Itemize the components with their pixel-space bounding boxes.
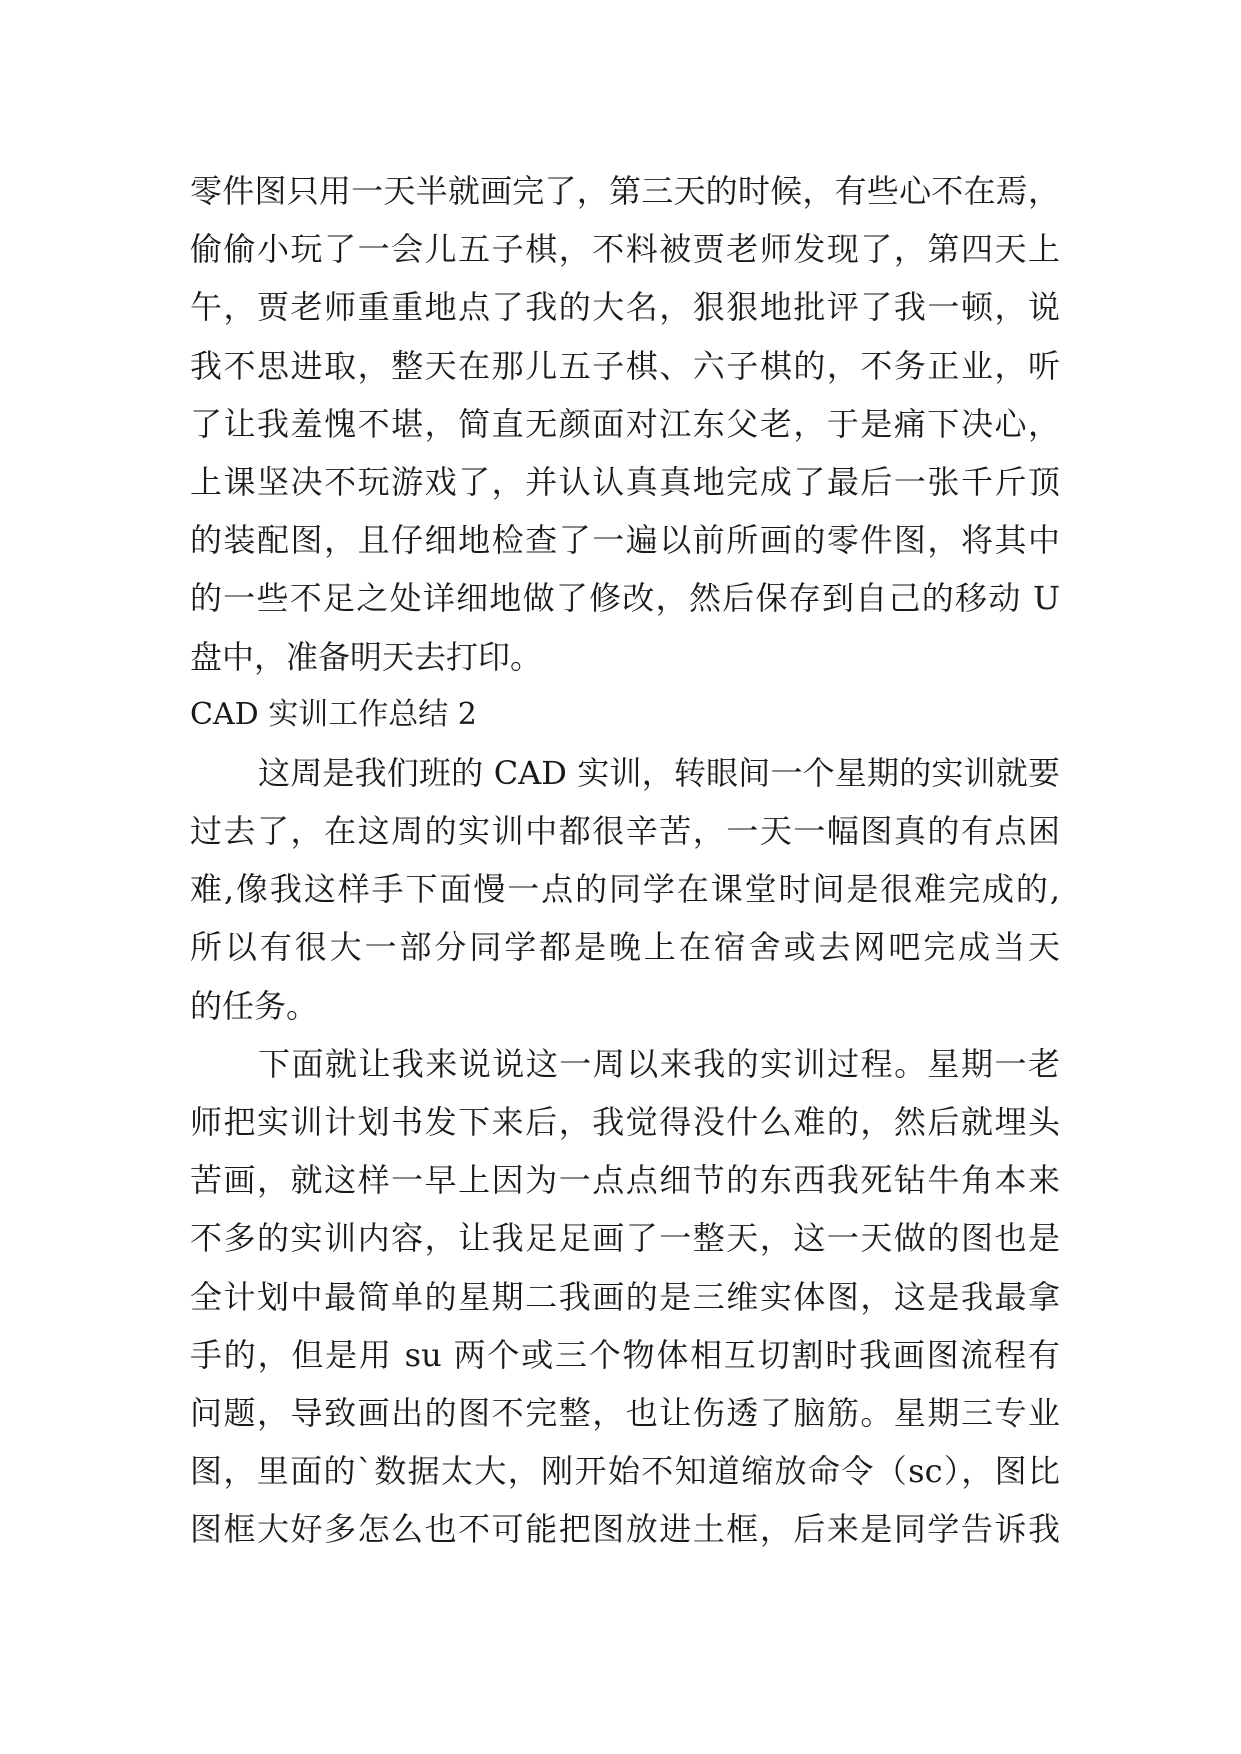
text-line: 的任务。 — [190, 986, 319, 1025]
text-line: 师把实训计划书发下来后，我觉得没什么难的，然后就埋头 — [190, 1103, 1060, 1141]
text-line: 了让我羞愧不堪，简直无颜面对江东父老，于是痛下决心， — [190, 404, 1060, 443]
text-line: 零件图只用一天半就画完了，第三天的时候，有些心不在焉， — [190, 172, 1060, 210]
text-line: 下面就让我来说说这一周以来我的实训过程。星期一老 — [258, 1044, 1060, 1083]
text-line: 的装配图，且仔细地检查了一遍以前所画的零件图，将其中 — [190, 521, 1060, 560]
text-line: 的一些不足之处详细地做了修改，然后保存到自己的移动 U — [190, 579, 1060, 618]
text-line: 午，贾老师重重地点了我的大名，狠狠地批评了我一顿，说 — [190, 288, 1060, 327]
text-line: 这周是我们班的 CAD 实训，转眼间一个星期的实训就要 — [258, 753, 1060, 792]
text-line: 盘中，准备明天去打印。 — [190, 637, 543, 676]
text-line: 图框大好多怎么也不可能把图放进土框，后来是同学告诉我 — [190, 1510, 1060, 1549]
document-body — [190, 162, 1060, 1559]
text-line: 苦画，就这样一早上因为一点点细节的东西我死钻牛角本来 — [190, 1161, 1060, 1200]
text-line: 上课坚决不玩游戏了，并认认真真地完成了最后一张千斤顶 — [190, 462, 1060, 501]
text-line: 图，里面的`数据太大，刚开始不知道缩放命令（sc），图比 — [190, 1452, 1060, 1491]
text-line: 我不思进取，整天在那儿五子棋、六子棋的，不务正业，听 — [190, 346, 1060, 385]
text-line: 手的，但是用 su 两个或三个物体相互切割时我画图流程有 — [190, 1335, 1060, 1374]
section-heading: CAD 实训工作总结 2 — [190, 696, 477, 732]
text-line: 不多的实训内容，让我足足画了一整天，这一天做的图也是 — [190, 1219, 1060, 1258]
text-line: 全计划中最简单的星期二我画的是三维实体图，这是我最拿 — [190, 1277, 1060, 1316]
text-line: 难,像我这样手下面慢一点的同学在课堂时间是很难完成的, — [190, 870, 1060, 909]
text-line: 所以有很大一部分同学都是晚上在宿舍或去网吧完成当天 — [190, 928, 1060, 967]
text-line: 问题，导致画出的图不完整，也让伤透了脑筋。星期三专业 — [190, 1393, 1060, 1432]
text-line: 过去了，在这周的实训中都很辛苦，一天一幅图真的有点困 — [190, 812, 1060, 851]
text-line: 偷偷小玩了一会儿五子棋，不料被贾老师发现了，第四天上 — [190, 230, 1060, 269]
